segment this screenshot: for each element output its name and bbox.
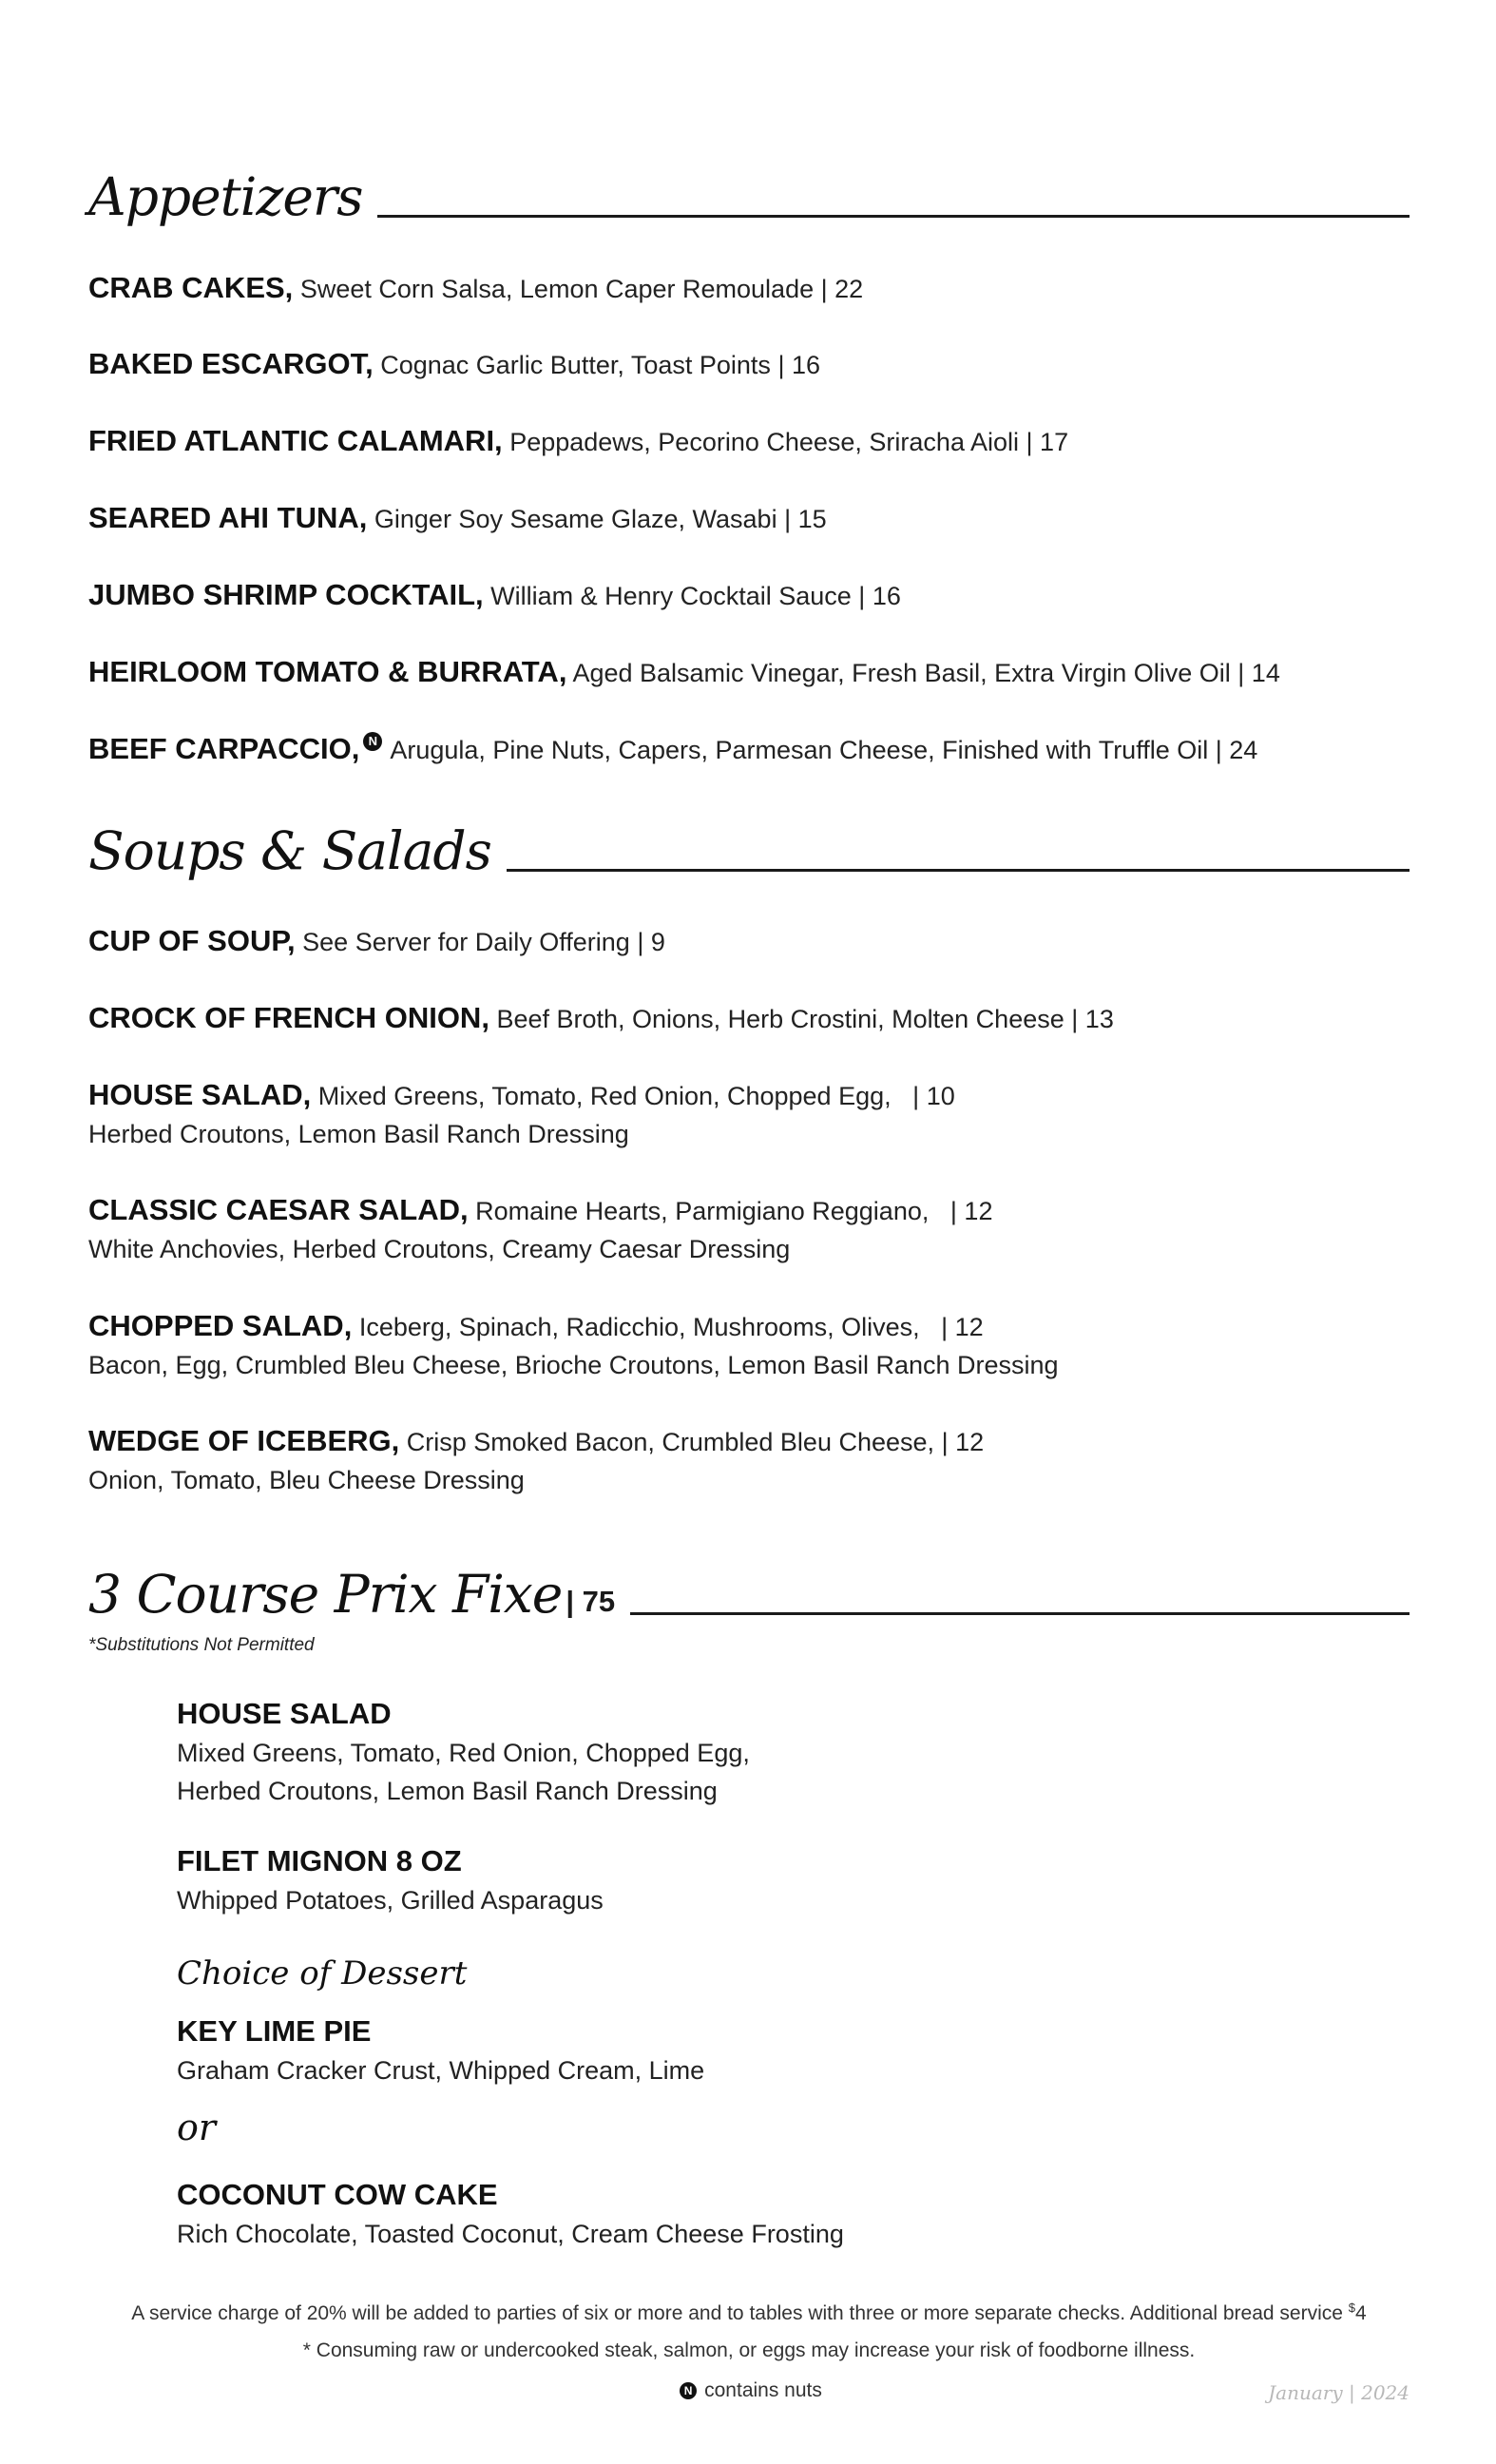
menu-item: CHOPPED SALAD, Iceberg, Spinach, Radicchio, Mushrooms, Olives, | 12 Bacon, Egg, Crumbled Bleu Cheese, Brioche Croutons, Lemon Basil Ranch Dressing — [88, 1309, 1059, 1379]
item-price: 24 — [1229, 736, 1258, 764]
item-desc: See Server for Daily Offering — [302, 928, 630, 956]
item-name: CROCK OF FRENCH ONION, — [88, 1001, 489, 1034]
item-desc: Mixed Greens, Tomato, Red Onion, Chopped Egg, — [317, 1082, 892, 1110]
soups-salads-title: Soups & Salads — [88, 820, 491, 881]
course-desc: Herbed Croutons, Lemon Basil Ranch Dressing — [177, 1777, 718, 1805]
course-name: KEY LIME PIE — [177, 2014, 372, 2048]
item-price: 9 — [650, 928, 665, 956]
item-desc: Crisp Smoked Bacon, Crumbled Bleu Cheese, — [406, 1428, 935, 1456]
item-desc: Aged Balsamic Vinegar, Fresh Basil, Extra Virgin Olive Oil — [572, 659, 1231, 687]
item-desc: Sweet Corn Salsa, Lemon Caper Remoulade — [299, 275, 815, 303]
contains-nuts-icon: N — [680, 2382, 697, 2399]
prix-course-dessert — [177, 2175, 844, 2253]
item-desc: Romaine Hearts, Parmigiano Reggiano, — [475, 1197, 930, 1225]
item-desc: Arugula, Pine Nuts, Capers, Parmesan Cheese, Finished with Truffle Oil — [390, 736, 1209, 764]
item-price: 15 — [797, 505, 827, 533]
course-name: HOUSE SALAD — [177, 1697, 392, 1730]
item-name: HOUSE SALAD, — [88, 1078, 312, 1111]
prix-fixe-price: | 75 — [566, 1585, 616, 1618]
item-name: CLASSIC CAESAR SALAD, — [88, 1193, 469, 1226]
item-desc: Beef Broth, Onions, Herb Crostini, Molten Cheese — [496, 1005, 1064, 1033]
menu-item: CLASSIC CAESAR SALAD, Romaine Hearts, Parmigiano Reggiano, | 12 White Anchovies, Herbed Croutons, Creamy Caesar Dressing — [88, 1193, 993, 1263]
menu-item: HEIRLOOM TOMATO & BURRATA, Aged Balsamic Vinegar, Fresh Basil, Extra Virgin Olive Oil | 14 — [88, 655, 1280, 688]
menu-item: HOUSE SALAD, Mixed Greens, Tomato, Red Onion, Chopped Egg, | 10 Herbed Croutons, Lemon Basil Ranch Dressing — [88, 1078, 955, 1148]
nuts-legend — [88, 2379, 1410, 2402]
menu-item: JUMBO SHRIMP COCKTAIL, William & Henry Cocktail Sauce | 16 — [88, 578, 901, 611]
item-price: 10 — [926, 1082, 955, 1110]
course-desc: Whipped Potatoes, Grilled Asparagus — [177, 1886, 604, 1915]
contains-nuts-icon: N — [363, 732, 382, 751]
menu-item: CUP OF SOUP, See Server for Daily Offering | 9 — [88, 924, 665, 957]
menu-item: BEEF CARPACCIO, N Arugula, Pine Nuts, Capers, Parmesan Cheese, Finished with Truffle Oil | 24 — [88, 732, 1258, 765]
section-rule — [630, 1612, 1410, 1615]
bread-currency: $ — [1348, 2300, 1356, 2315]
course-desc: Rich Chocolate, Toasted Coconut, Cream Cheese Frosting — [177, 2220, 844, 2248]
item-desc: William & Henry Cocktail Sauce — [490, 582, 852, 610]
item-price: 12 — [955, 1428, 985, 1456]
prix-course-entree — [177, 1841, 604, 1919]
item-price: 12 — [954, 1313, 984, 1341]
bread-price: 4 — [1355, 2302, 1367, 2324]
menu-date: January | 2024 — [1268, 2381, 1410, 2404]
item-desc: Iceberg, Spinach, Radicchio, Mushrooms, Olives, — [358, 1313, 920, 1341]
item-name: JUMBO SHRIMP COCKTAIL, — [88, 578, 484, 611]
prix-fixe-title: 3 Course Prix Fixe — [88, 1564, 563, 1625]
appetizers-title: Appetizers — [88, 166, 363, 227]
menu-item: BAKED ESCARGOT, Cognac Garlic Butter, Toast Points | 16 — [88, 347, 821, 380]
item-name: WEDGE OF ICEBERG, — [88, 1424, 400, 1457]
course-desc: Graham Cracker Crust, Whipped Cream, Lime — [177, 2056, 705, 2085]
item-desc-line2: White Anchovies, Herbed Croutons, Creamy Caesar Dressing — [88, 1235, 791, 1263]
or-label: or — [177, 2107, 217, 2148]
appetizers-header — [88, 166, 1410, 227]
item-price: 16 — [791, 351, 821, 379]
menu-item: SEARED AHI TUNA, Ginger Soy Sesame Glaze, Wasabi | 15 — [88, 501, 827, 534]
item-desc-line2: Bacon, Egg, Crumbled Bleu Cheese, Brioche Croutons, Lemon Basil Ranch Dressing — [88, 1351, 1059, 1379]
soups-salads-header — [88, 820, 1410, 881]
item-price: 17 — [1040, 428, 1069, 456]
item-price: 14 — [1251, 659, 1280, 687]
item-name: CUP OF SOUP, — [88, 924, 296, 957]
nuts-label: contains nuts — [704, 2379, 822, 2401]
service-charge-note: A service charge of 20% will be added to parties of six or more and to tables with three or more separate checks. Additional bread service $4 — [131, 2300, 1367, 2324]
section-rule — [507, 869, 1410, 872]
item-desc-line2: Herbed Croutons, Lemon Basil Ranch Dressing — [88, 1120, 629, 1148]
item-price: 13 — [1084, 1005, 1114, 1033]
item-name: BEEF CARPACCIO, — [88, 732, 360, 765]
menu-item: CROCK OF FRENCH ONION, Beef Broth, Onions, Herb Crostini, Molten Cheese | 13 — [88, 1001, 1114, 1034]
item-desc-line2: Onion, Tomato, Bleu Cheese Dressing — [88, 1466, 525, 1494]
menu-item: WEDGE OF ICEBERG, Crisp Smoked Bacon, Crumbled Bleu Cheese, | 12 Onion, Tomato, Bleu Cheese Dressing — [88, 1424, 985, 1494]
course-name: COCONUT COW CAKE — [177, 2178, 498, 2211]
item-price: 22 — [834, 275, 864, 303]
item-name: SEARED AHI TUNA, — [88, 501, 368, 534]
item-desc: Peppadews, Pecorino Cheese, Sriracha Aioli — [509, 428, 1019, 456]
prix-fixe-header — [88, 1564, 1410, 1625]
item-price: 16 — [872, 582, 901, 610]
raw-food-warning: * Consuming raw or undercooked steak, salmon, or eggs may increase your risk of foodborne illness. — [302, 2339, 1196, 2361]
item-desc: Ginger Soy Sesame Glaze, Wasabi — [374, 505, 777, 533]
item-name: CRAB CAKES, — [88, 271, 294, 304]
section-rule — [377, 215, 1410, 218]
item-name: FRIED ATLANTIC CALAMARI, — [88, 424, 503, 457]
course-name: FILET MIGNON 8 OZ — [177, 1844, 462, 1877]
item-name: BAKED ESCARGOT, — [88, 347, 374, 380]
item-name: HEIRLOOM TOMATO & BURRATA, — [88, 655, 567, 688]
dessert-heading: Choice of Dessert — [177, 1954, 468, 1992]
substitutions-note: *Substitutions Not Permitted — [88, 1635, 315, 1655]
prix-course-dessert — [177, 2012, 704, 2089]
course-desc: Mixed Greens, Tomato, Red Onion, Chopped Egg, — [177, 1739, 750, 1767]
menu-item: FRIED ATLANTIC CALAMARI, Peppadews, Pecorino Cheese, Sriracha Aioli | 17 — [88, 424, 1069, 457]
item-price: 12 — [964, 1197, 993, 1225]
item-name: CHOPPED SALAD, — [88, 1309, 353, 1342]
item-desc: Cognac Garlic Butter, Toast Points — [380, 351, 771, 379]
prix-course-salad — [177, 1694, 750, 1810]
menu-item: CRAB CAKES, Sweet Corn Salsa, Lemon Caper Remoulade | 22 — [88, 271, 864, 304]
